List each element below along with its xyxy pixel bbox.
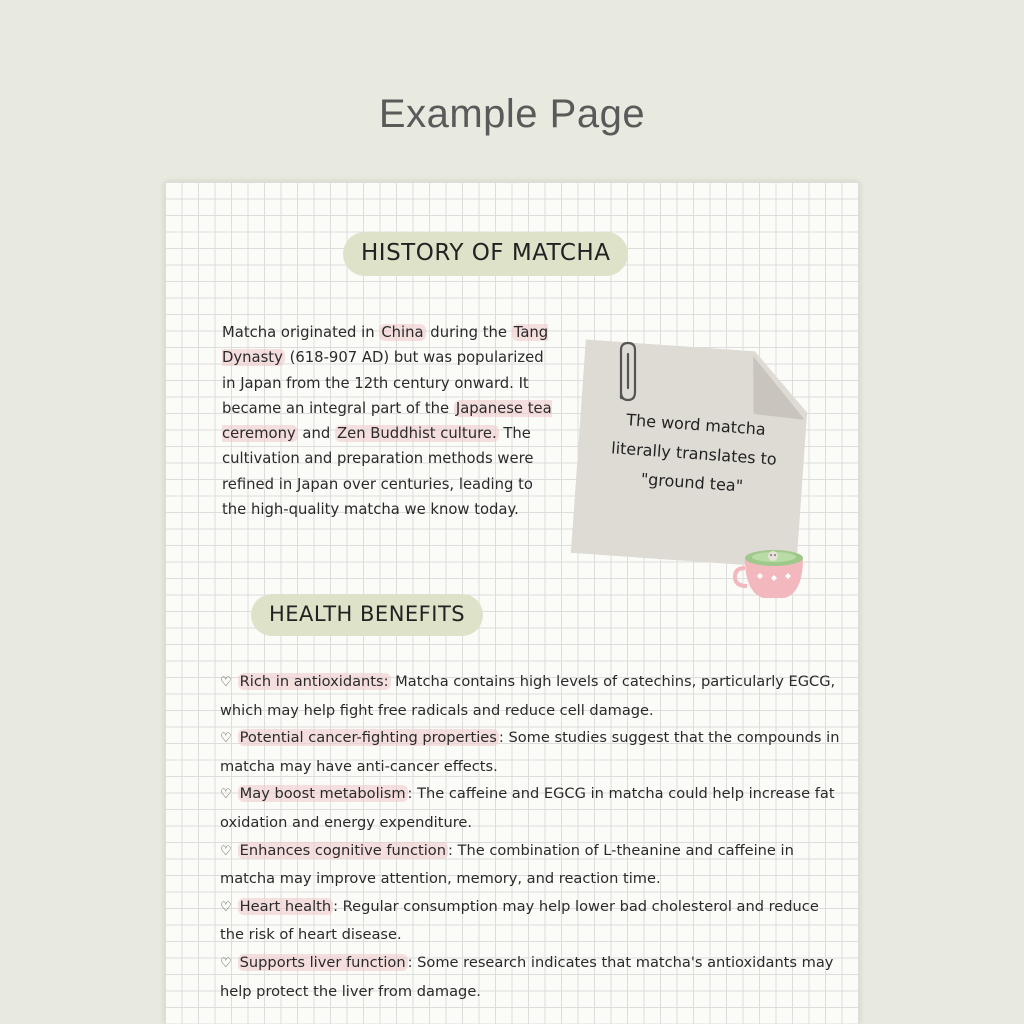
- benefit-text: : Some research indicates that matcha's antioxidants may help protect the liver from damage.: [220, 953, 834, 1000]
- heart-icon: ♡: [220, 955, 232, 971]
- history-paragraph: [222, 320, 552, 522]
- history-text-2: during the: [425, 324, 512, 341]
- benefit-label: Supports liver function: [239, 953, 406, 971]
- highlight-zen-culture: Zen Buddhist culture.: [336, 425, 497, 443]
- list-item: [220, 724, 840, 780]
- benefit-text: : Some studies suggest that the compounds in matcha may have anti-cancer effects.: [220, 729, 840, 775]
- heart-icon: ♡: [220, 899, 232, 915]
- matcha-cup-icon: [731, 542, 811, 608]
- heart-icon: ♡: [220, 787, 232, 803]
- benefit-text: Matcha contains high levels of catechins, particularly EGCG, which may help fight free radicals and reduce cell damage.: [220, 673, 836, 719]
- history-text-5: The cultivation and preparation methods were refined in Japan over centuries, leading to the high-quality matcha we know today.: [222, 425, 534, 519]
- page-title: Example Page: [378, 92, 646, 136]
- list-item: [220, 893, 840, 949]
- paperclip-icon: [611, 340, 645, 410]
- list-item: [220, 780, 840, 836]
- list-item: [220, 949, 840, 1005]
- history-text-1: Matcha originated in: [222, 324, 380, 341]
- heart-icon: ♡: [220, 731, 232, 747]
- heart-icon: ♡: [220, 675, 232, 690]
- highlight-tea-ceremony: Japanese tea ceremony: [222, 399, 552, 443]
- health-section-title: HEALTH BENEFITS: [251, 594, 483, 636]
- heart-icon: ♡: [220, 843, 232, 859]
- benefit-label: Heart health: [239, 897, 332, 915]
- history-text-4: and: [297, 425, 335, 443]
- sticky-note-text: The word matcha literally translates to "ground tea": [610, 410, 778, 496]
- list-item: [220, 668, 840, 724]
- benefit-label: May boost metabolism: [239, 785, 406, 803]
- benefit-label: Enhances cognitive function: [239, 841, 446, 859]
- grid-paper-page: [165, 182, 859, 1024]
- highlight-tang-dynasty: Tang Dynasty: [222, 324, 549, 367]
- benefit-text: : The caffeine and EGCG in matcha could help increase fat oxidation and energy expenditure.: [220, 785, 835, 831]
- benefit-text: : The combination of L-theanine and caffeine in matcha may improve attention, memory, and reaction time.: [220, 841, 794, 888]
- benefit-label: Rich in antioxidants:: [239, 673, 389, 690]
- benefit-label: Potential cancer-fighting properties: [239, 729, 497, 747]
- benefit-text: : Regular consumption may help lower bad cholesterol and reduce the risk of heart disease.: [220, 897, 819, 944]
- history-text-3: (618-907 AD) but was popularized in Japan from the 12th century onward. It became an integral part of the: [222, 349, 544, 417]
- benefits-list: [220, 668, 840, 1005]
- highlight-china: China: [381, 324, 424, 341]
- list-item: [220, 837, 840, 893]
- history-section-title: HISTORY OF MATCHA: [343, 232, 628, 276]
